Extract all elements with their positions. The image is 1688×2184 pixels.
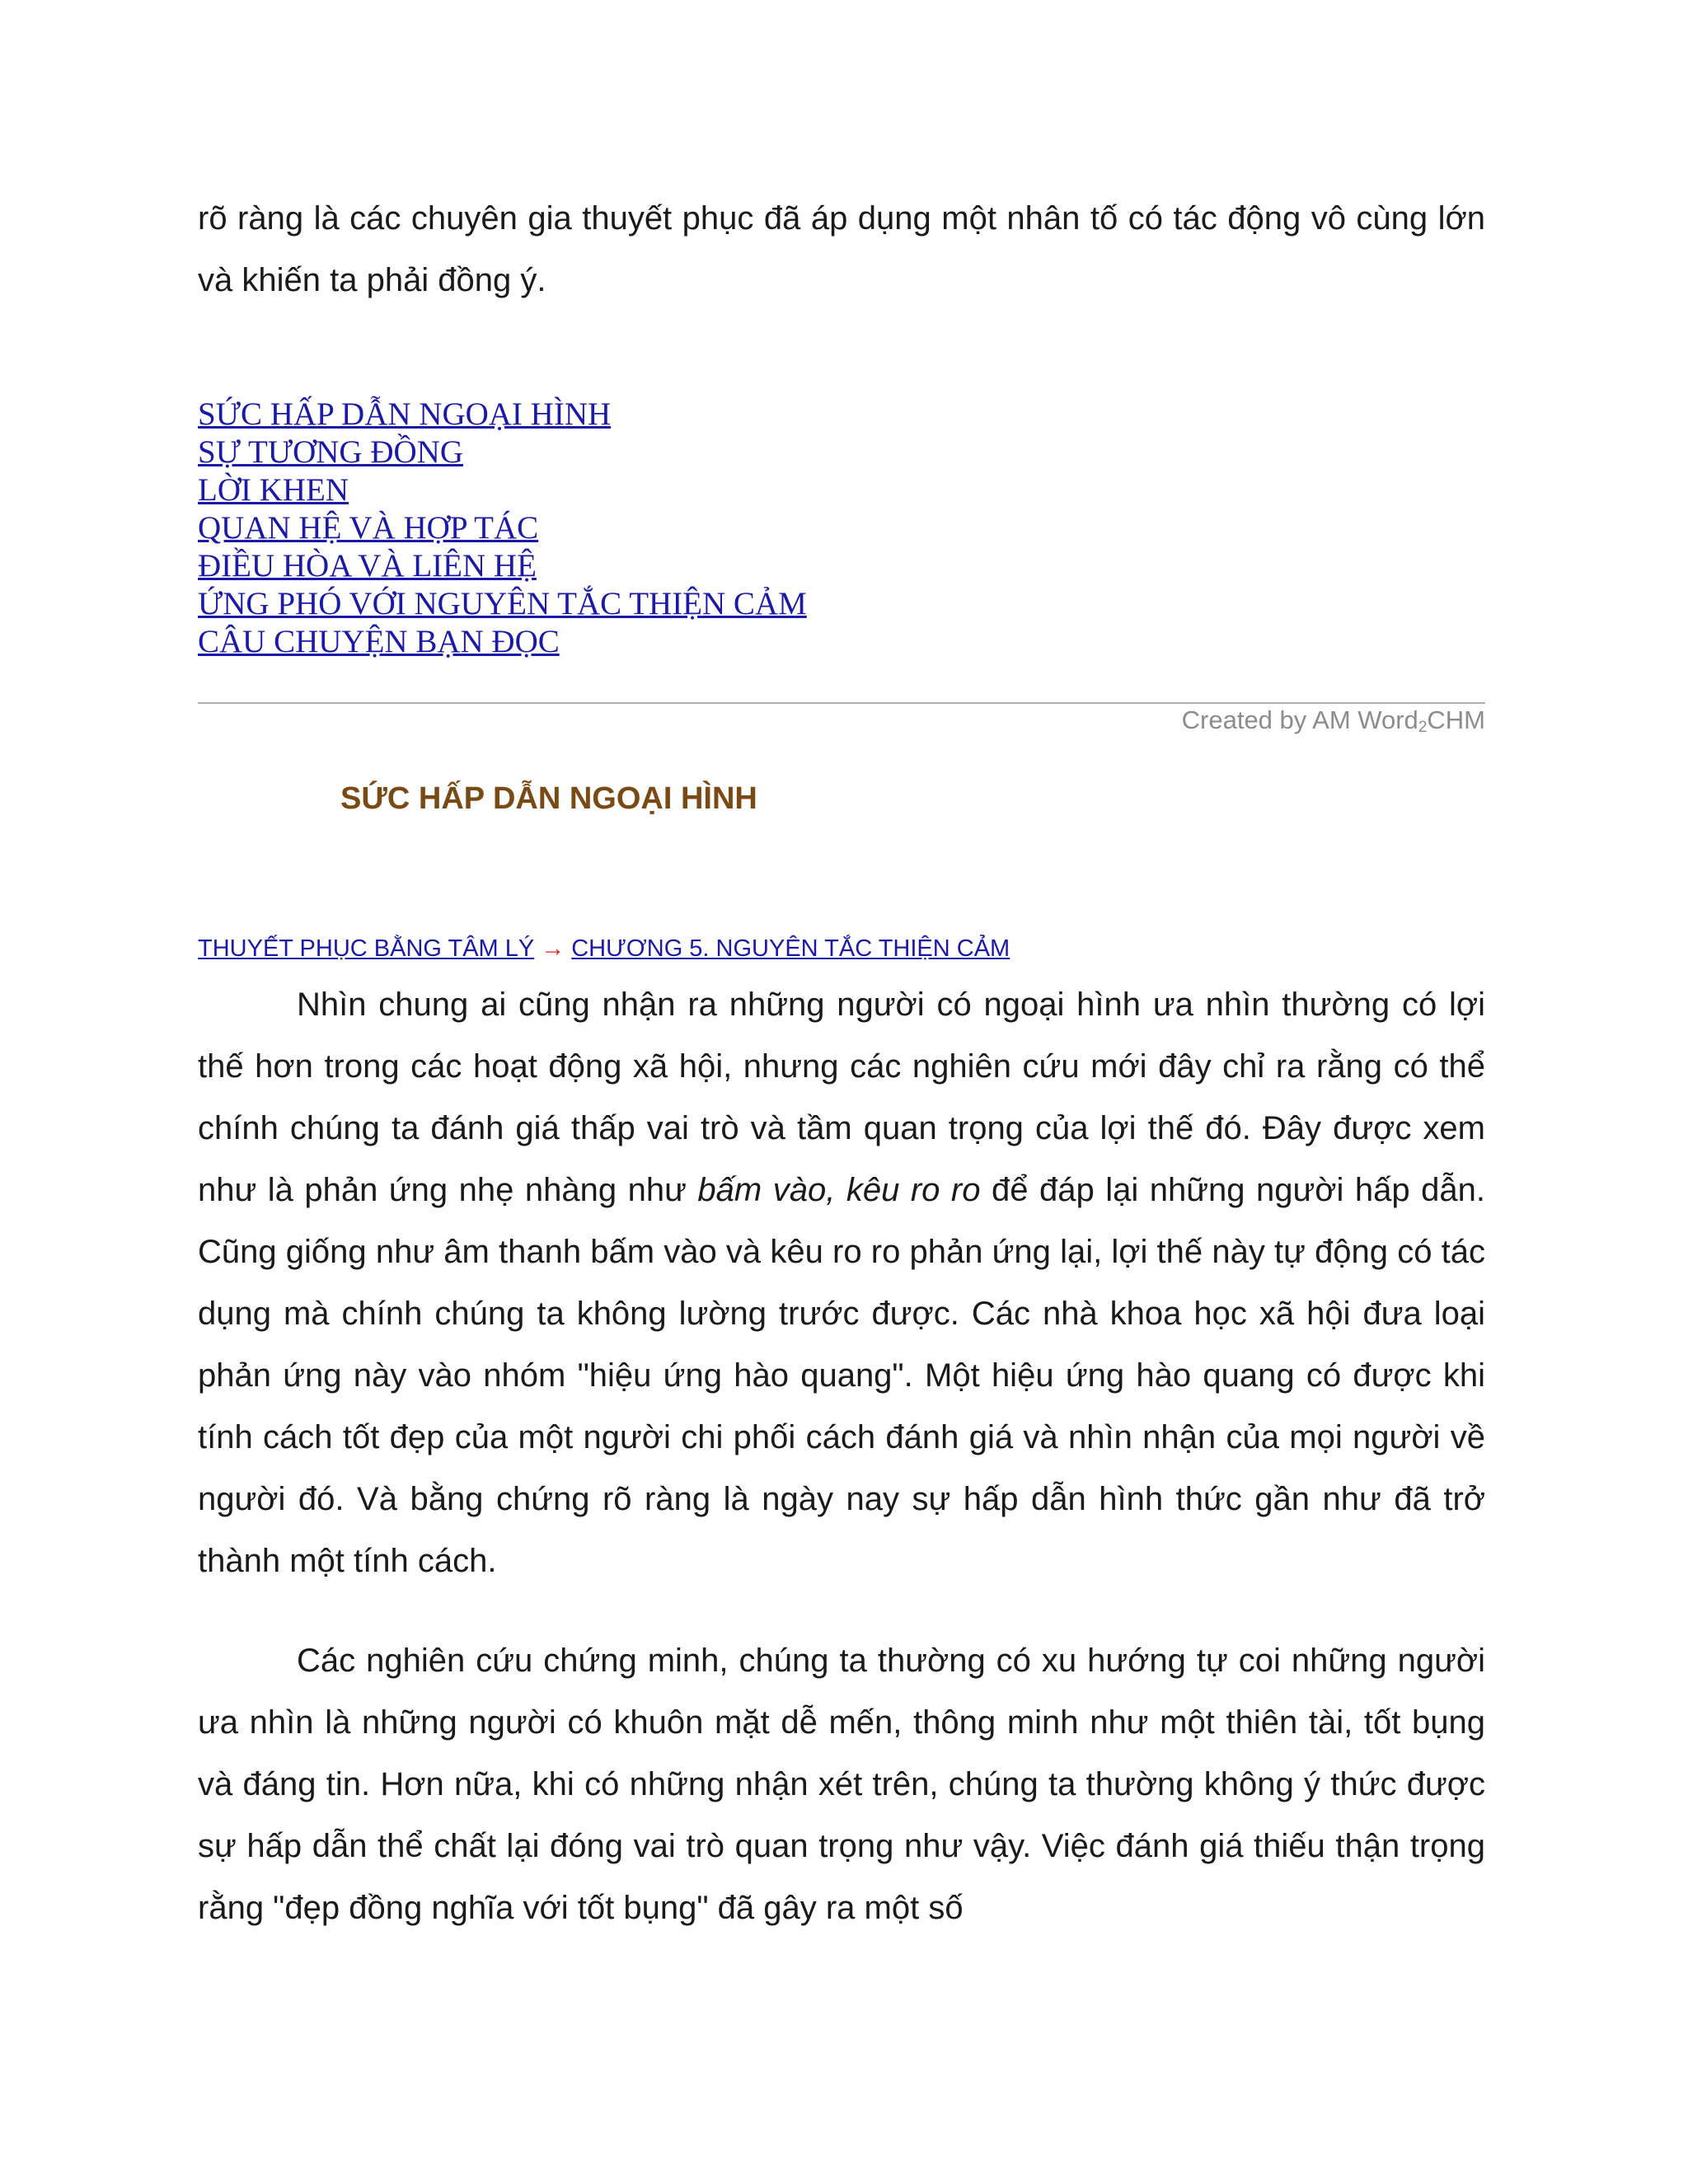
toc-item	[198, 585, 807, 623]
credit-subscript: 2	[1418, 719, 1428, 736]
toc-item	[198, 623, 807, 661]
horizontal-divider	[198, 702, 1485, 704]
table-of-contents	[198, 396, 807, 661]
toc-link-suc-hap-dan-ngoai-hinh[interactable]: SỨC HẤP DẪN NGOẠI HÌNH	[198, 396, 612, 432]
toc-link-loi-khen[interactable]: LỜI KHEN	[198, 472, 349, 508]
toc-item	[198, 509, 807, 547]
breadcrumb-book-link[interactable]: THUYẾT PHỤC BẰNG TÂM LÝ	[198, 935, 535, 962]
credit-prefix: Created by AM Word	[1181, 705, 1418, 734]
breadcrumb-chapter-link[interactable]: CHƯƠNG 5. NGUYÊN TẮC THIỆN CẢM	[571, 935, 1010, 962]
intro-paragraph: rõ ràng là các chuyên gia thuyết phục đã áp dụng một nhân tố có tác động vô cùng lớn và khiến ta phải đồng ý.	[198, 200, 1485, 298]
credit-suffix: CHM	[1427, 705, 1485, 734]
toc-link-ung-pho[interactable]: ỨNG PHÓ VỚI NGUYÊN TẮC THIỆN CẢM	[198, 586, 807, 621]
toc-link-su-tuong-dong[interactable]: SỰ TƯƠNG ĐỒNG	[198, 434, 463, 470]
toc-item	[198, 471, 807, 509]
paragraph1-text-end: để đáp lại những người hấp dẫn. Cũng giống như âm thanh bấm vào và kêu ro ro phản ứng lại, lợi thế này tự động có tác dụng mà chính chúng ta không lường trước được. Các nhà khoa học xã hội đưa loại phản ứng này vào nhóm "hiệu ứng hào quang". Một hiệu ứng hào quang có được khi tính cách tốt đẹp của một người chi phối cách đánh giá và nhìn nhận của mọi người về người đó. Và bằng chứng rõ ràng là ngày nay sự hấp dẫn hình thức gần như đã trở thành một tính cách.	[198, 1172, 1485, 1579]
section-title: SỨC HẤP DẪN NGOẠI HÌNH	[340, 781, 757, 816]
toc-link-cau-chuyen-ban-doc[interactable]: CÂU CHUYỆN BẠN ĐỌC	[198, 624, 560, 659]
breadcrumb	[198, 935, 1010, 963]
arrow-right-icon: →	[541, 935, 565, 962]
body-paragraph-1	[198, 974, 1485, 1592]
toc-link-quan-he-va-hop-tac[interactable]: QUAN HỆ VÀ HỢP TÁC	[198, 510, 539, 546]
toc-item	[198, 396, 807, 434]
created-by-credit	[1182, 705, 1485, 737]
toc-item	[198, 547, 807, 585]
toc-link-dieu-hoa-va-lien-he[interactable]: ĐIỀU HÒA VÀ LIÊN HỆ	[198, 548, 537, 583]
paragraph1-text-start: Nhìn chung ai cũng nhận ra những người có ngoại hình ưa nhìn thường có lợi thế hơn trong các hoạt động xã hội, nhưng các nghiên cứu mới đây chỉ ra rằng có thể chính chúng ta đánh giá thấp vai trò và tầm quan trọng của lợi thế đó. Đây được xem như là phản ứng nhẹ nhàng như	[198, 987, 1485, 1208]
paragraph1-italic-phrase: bấm vào, kêu ro ro	[697, 1172, 981, 1208]
toc-item	[198, 434, 807, 471]
body-paragraph-2: Các nghiên cứu chứng minh, chúng ta thường có xu hướng tự coi những người ưa nhìn là những người có khuôn mặt dễ mến, thông minh như một thiên tài, tốt bụng và đáng tin. Hơn nữa, khi có những nhận xét trên, chúng ta thường không ý thức được sự hấp dẫn thể chất lại đóng vai trò quan trọng như vậy. Việc đánh giá thiếu thận trọng rằng "đẹp đồng nghĩa với tốt bụng" đã gây ra một số	[198, 1643, 1485, 1926]
